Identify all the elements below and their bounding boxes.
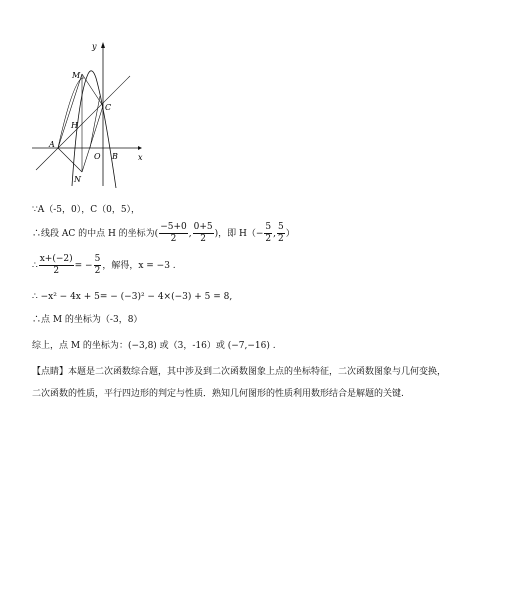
line-MC bbox=[82, 74, 103, 106]
fraction-x-num: −5+0 bbox=[160, 222, 187, 232]
fraction-hx bbox=[264, 222, 272, 245]
label-C: C bbox=[105, 103, 112, 112]
fraction-hy-den: 2 bbox=[278, 234, 284, 244]
fraction-x bbox=[159, 222, 188, 245]
line-AN bbox=[58, 148, 82, 172]
line-midpoint-h bbox=[32, 222, 295, 245]
line-solve-x bbox=[32, 254, 176, 277]
parabola-curve bbox=[72, 71, 116, 188]
y-axis-arrow bbox=[101, 42, 105, 48]
fraction-solve-right-num: 5 bbox=[94, 254, 101, 264]
midpoint-prefix: ∴线段 AC 的中点 H 的坐标为( bbox=[32, 229, 159, 239]
line-NC bbox=[82, 106, 103, 172]
line-comment-1 bbox=[32, 366, 446, 378]
label-M: M bbox=[72, 71, 81, 80]
compute-y-text: ∴ −x² − 4x + 5= − (−3)² − 4×(−3) + 5 = 8, bbox=[32, 292, 233, 302]
midpoint-comma2: , bbox=[273, 229, 277, 239]
fraction-hy-num: 5 bbox=[278, 222, 284, 232]
geometry-figure bbox=[30, 36, 150, 196]
comment-text-2: 二次函数的性质，平行四边形的判定与性质．熟知几何图形的性质利用数形结合是解题的关键. bbox=[32, 389, 404, 399]
second-curve bbox=[58, 78, 84, 148]
comment-text-1: 【点睛】本题是二次函数综合题，其中涉及到二次函数图象上点的坐标特征，二次函数图象与几何变换， bbox=[32, 367, 447, 377]
line-point-m bbox=[32, 314, 142, 326]
label-x: x bbox=[138, 153, 143, 162]
fraction-y bbox=[193, 222, 214, 245]
fraction-solve-left bbox=[39, 254, 74, 277]
solve-prefix: ∴ bbox=[32, 261, 38, 271]
given-points-text: ∵A（-5，0），C（0，5）， bbox=[32, 205, 141, 215]
fraction-y-num: 0+5 bbox=[193, 222, 213, 232]
solve-eq: = − bbox=[74, 261, 93, 271]
line-MA bbox=[58, 74, 82, 148]
line-summary bbox=[32, 340, 276, 352]
fraction-solve-left-num: x+(−2) bbox=[39, 254, 73, 264]
label-y: y bbox=[92, 42, 97, 51]
fraction-solve-right-den: 2 bbox=[94, 266, 101, 276]
fraction-x-den: 2 bbox=[170, 234, 177, 244]
line-extra bbox=[90, 96, 100, 148]
summary-text: 综上，点 M 的坐标为：(−3,8) 或（3，-16）或 (−7,−16) . bbox=[32, 341, 276, 351]
x-axis-arrow bbox=[138, 146, 142, 150]
fraction-hx-num: 5 bbox=[265, 222, 272, 232]
line-given-points bbox=[32, 204, 140, 216]
solve-suffix: ，解得，x = −3 . bbox=[102, 261, 176, 271]
label-A: A bbox=[49, 140, 55, 149]
line-compute-y bbox=[32, 291, 232, 303]
label-N: N bbox=[74, 175, 81, 184]
midpoint-close: ) bbox=[214, 229, 219, 239]
fraction-hy bbox=[277, 222, 285, 245]
midpoint-comma: , bbox=[188, 229, 192, 239]
label-H: H bbox=[71, 121, 78, 130]
fraction-hx-den: 2 bbox=[265, 234, 272, 244]
label-B: B bbox=[112, 152, 118, 161]
point-m-text: ∴点 M 的坐标为（-3，8） bbox=[32, 315, 143, 325]
midpoint-mid: ，即 H（− bbox=[218, 229, 264, 239]
fraction-y-den: 2 bbox=[200, 234, 206, 244]
label-O: O bbox=[94, 152, 101, 161]
line-comment-2 bbox=[32, 388, 404, 400]
fraction-solve-right bbox=[94, 254, 102, 277]
fraction-solve-left-den: 2 bbox=[53, 266, 60, 276]
midpoint-end: ） bbox=[285, 229, 295, 239]
